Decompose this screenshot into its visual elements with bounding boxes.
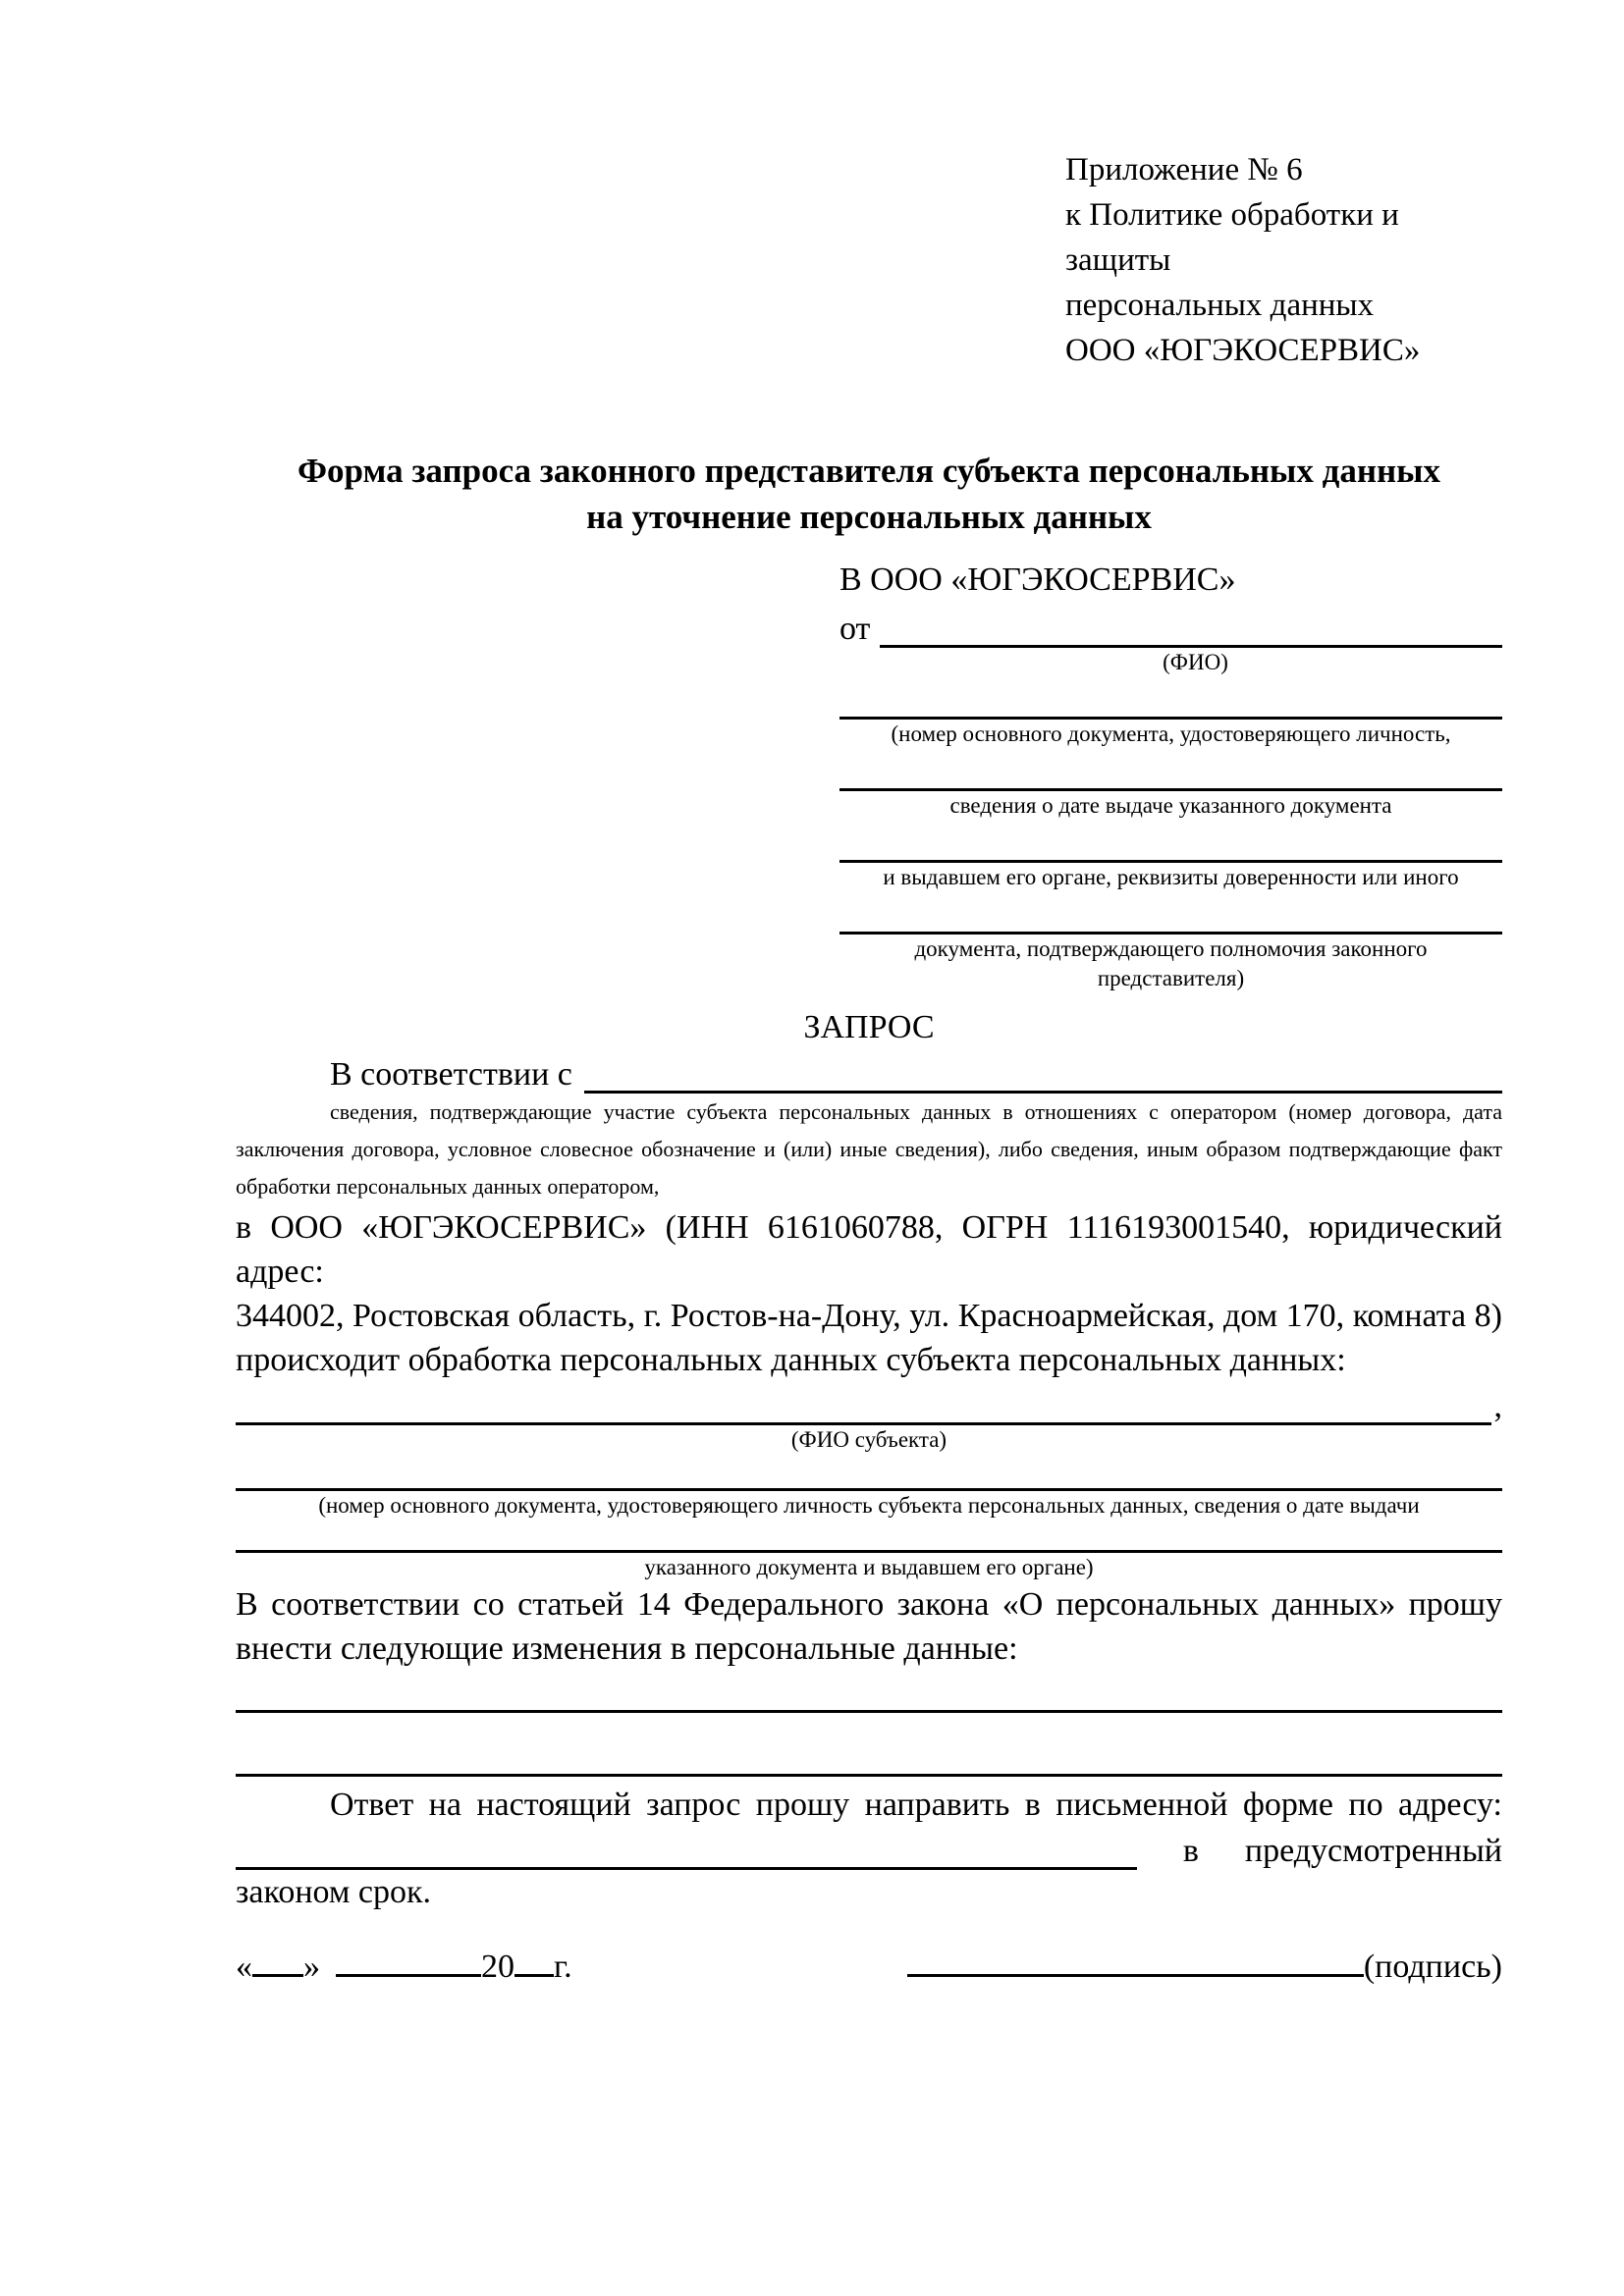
from-row <box>839 603 1502 648</box>
request-heading: ЗАПРОС <box>803 1009 935 1045</box>
form-title-line-1: Форма запроса законного представителя субъекта персональных данных <box>298 452 1440 490</box>
signature-group <box>907 1946 1502 1989</box>
accordance-small-print <box>236 1094 1502 1205</box>
accordance-row <box>236 1050 1502 1094</box>
answer-address-blank-line <box>236 1832 1137 1870</box>
fio-caption: (ФИО) <box>1163 650 1228 674</box>
addressee-to: В ООО «ЮГЭКОСЕРВИС» <box>839 561 1236 598</box>
small-print-line-1: сведения, подтверждающие участие субъекта персональных данных в отношениях с оператором (номер договора, дата <box>330 1099 1502 1124</box>
subject-fio-blank-line <box>236 1387 1491 1425</box>
accordance-prefix: В соответствии с <box>330 1056 572 1093</box>
representative-doc-caption-3: и выдавшем его органе, реквизиты доверенности или иного <box>883 865 1459 889</box>
small-print-line-3: обработки персональных данных оператором, <box>236 1174 660 1199</box>
appendix-note-line-1: Приложение № 6 <box>1065 152 1303 187</box>
representative-doc-blank-line-2 <box>839 749 1502 791</box>
appendix-note-line-3: персональных данных <box>1065 288 1375 323</box>
article-paragraph-line-2: внести следующие изменения в персональные данные: <box>236 1630 1018 1667</box>
small-print-line-2: заключения договора, условное словесное обозначение и (или) иные сведения), либо сведения, иным образом подтверждающие факт <box>236 1137 1502 1161</box>
operator-paragraph-line-2: 344002, Ростовская область, г. Ростов-на-Дону, ул. Красноармейская, дом 170, комната 8) <box>236 1298 1502 1334</box>
answer-line-1: Ответ на настоящий запрос прошу направить в письменной форме по адресу: <box>330 1787 1502 1823</box>
date-quote-close: » <box>303 1949 320 1985</box>
representative-doc-caption-4: документа, подтверждающего полномочия законного представителя) <box>914 936 1428 990</box>
representative-doc-caption-1: (номер основного документа, удостоверяющего личность, <box>891 721 1451 746</box>
operator-paragraph-line-3: происходит обработка персональных данных субъекта персональных данных: <box>236 1342 1346 1378</box>
month-blank <box>336 1966 481 1977</box>
answer-word-2: предусмотренный <box>1244 1833 1502 1869</box>
accordance-blank-line <box>584 1055 1502 1094</box>
date-group <box>236 1946 572 1989</box>
answer-address-row <box>236 1827 1502 1870</box>
representative-doc-blank-line-4 <box>839 892 1502 934</box>
changes-blank-line-2 <box>236 1713 1502 1777</box>
changes-blank-line-1 <box>236 1671 1502 1713</box>
from-blank-line <box>880 610 1502 648</box>
subject-fio-row <box>236 1384 1502 1425</box>
subject-doc-blank-line-2 <box>236 1521 1502 1553</box>
signature-blank <box>907 1966 1364 1977</box>
from-label: от <box>839 611 871 647</box>
year-prefix: 20 <box>481 1949 514 1985</box>
answer-line-3: законом срок. <box>236 1874 431 1910</box>
year-suffix: г. <box>554 1949 572 1985</box>
representative-doc-caption-2: сведения о дате выдаче указанного документа <box>949 793 1392 818</box>
day-blank <box>252 1966 303 1977</box>
signature-caption: (подпись) <box>1363 1949 1502 1985</box>
operator-paragraph-line-1: в ООО «ЮГЭКОСЕРВИС» (ИНН 6161060788, ОГРН 1116193001540, юридический адрес: <box>236 1209 1502 1290</box>
date-quote-open: « <box>236 1949 252 1985</box>
form-title-line-2: на уточнение персональных данных <box>586 498 1152 536</box>
subject-fio-comma: , <box>1493 1388 1502 1424</box>
subject-doc-caption-1: (номер основного документа, удостоверяющего личность субъекта персональных данных, сведения о дате выдачи <box>318 1493 1420 1518</box>
year-blank <box>514 1966 554 1977</box>
article-paragraph-line-1: В соответствии со статьей 14 Федерального закона «О персональных данных» прошу <box>236 1586 1502 1623</box>
appendix-note <box>1065 147 1502 373</box>
subject-fio-caption: (ФИО субъекта) <box>790 1427 947 1452</box>
appendix-note-line-2: к Политике обработки и защиты <box>1065 197 1399 278</box>
form-title <box>236 448 1502 540</box>
appendix-note-line-4: ООО «ЮГЭКОСЕРВИС» <box>1065 333 1421 368</box>
operator-paragraph <box>236 1205 1502 1382</box>
subject-doc-caption-2: указанного документа и выдавшем его органе) <box>644 1555 1094 1579</box>
addressee-block <box>839 558 1502 993</box>
article-paragraph <box>236 1582 1502 1671</box>
date-signature-row <box>236 1946 1502 1989</box>
representative-doc-blank-line-3 <box>839 821 1502 863</box>
answer-word-1: в <box>1182 1833 1199 1869</box>
subject-doc-blank-line-1 <box>236 1455 1502 1491</box>
representative-doc-blank-line-1 <box>839 677 1502 720</box>
